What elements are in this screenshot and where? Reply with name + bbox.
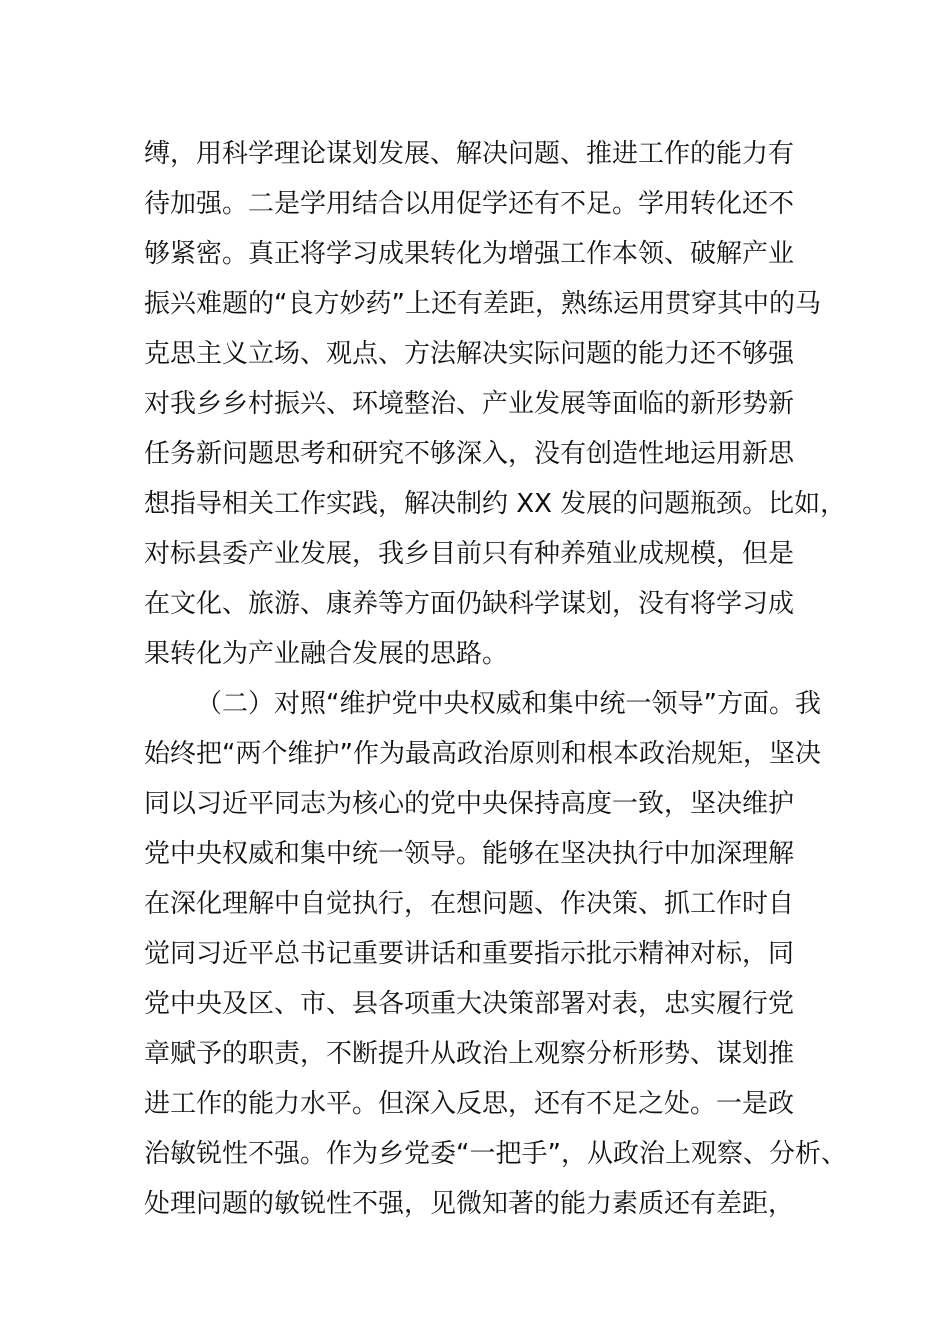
text-line: 觉同习近平总书记重要讲话和重要指示批示精神对标，同 xyxy=(144,939,795,969)
body-text xyxy=(144,129,864,1229)
text-line: 果转化为产业融合发展的思路。 xyxy=(144,639,509,669)
text-line: 克思主义立场、观点、方法解决实际问题的能力还不够强 xyxy=(144,339,795,369)
text-line: 同以习近平同志为核心的党中央保持高度一致，坚决维护 xyxy=(144,789,795,819)
text-line: 在深化理解中自觉执行，在想问题、作决策、抓工作时自 xyxy=(144,889,795,919)
text-line: 待加强。二是学用结合以用促学还有不足。学用转化还不 xyxy=(144,189,795,219)
text-line: 进工作的能力水平。但深入反思，还有不足之处。一是政 xyxy=(144,1089,795,1119)
text-line: 党中央权威和集中统一领导。能够在坚决执行中加深理解 xyxy=(144,839,795,869)
text-line: 在文化、旅游、康养等方面仍缺科学谋划，没有将学习成 xyxy=(144,589,795,619)
section-heading-line: （二）对照“维护党中央权威和集中统一领导”方面。我 xyxy=(196,689,821,719)
text-line: 对我乡乡村振兴、环境整治、产业发展等面临的新形势新 xyxy=(144,389,795,419)
text-line: 够紧密。真正将学习成果转化为增强工作本领、破解产业 xyxy=(144,239,795,269)
text-line: 治敏锐性不强。作为乡党委“一把手”，从政治上观察、分析、 xyxy=(144,1139,847,1169)
text-line: 对标县委产业发展，我乡目前只有种养殖业成规模，但是 xyxy=(144,539,795,569)
text-line: 振兴难题的“良方妙药”上还有差距，熟练运用贯穿其中的马 xyxy=(144,289,821,319)
text-line: 处理问题的敏锐性不强，见微知著的能力素质还有差距， xyxy=(144,1189,795,1219)
text-line: 始终把“两个维护”作为最高政治原则和根本政治规矩，坚决 xyxy=(144,739,821,769)
text-line: 章赋予的职责，不断提升从政治上观察分析形势、谋划推 xyxy=(144,1039,795,1069)
text-line: 任务新问题思考和研究不够深入，没有创造性地运用新思 xyxy=(144,439,795,469)
text-line: 党中央及区、市、县各项重大决策部署对表，忠实履行党 xyxy=(144,989,795,1019)
text-line: 想指导相关工作实践，解决制约 XX 发展的问题瓶颈。比如， xyxy=(144,489,847,519)
text-line: 缚，用科学理论谋划发展、解决问题、推进工作的能力有 xyxy=(144,139,795,169)
